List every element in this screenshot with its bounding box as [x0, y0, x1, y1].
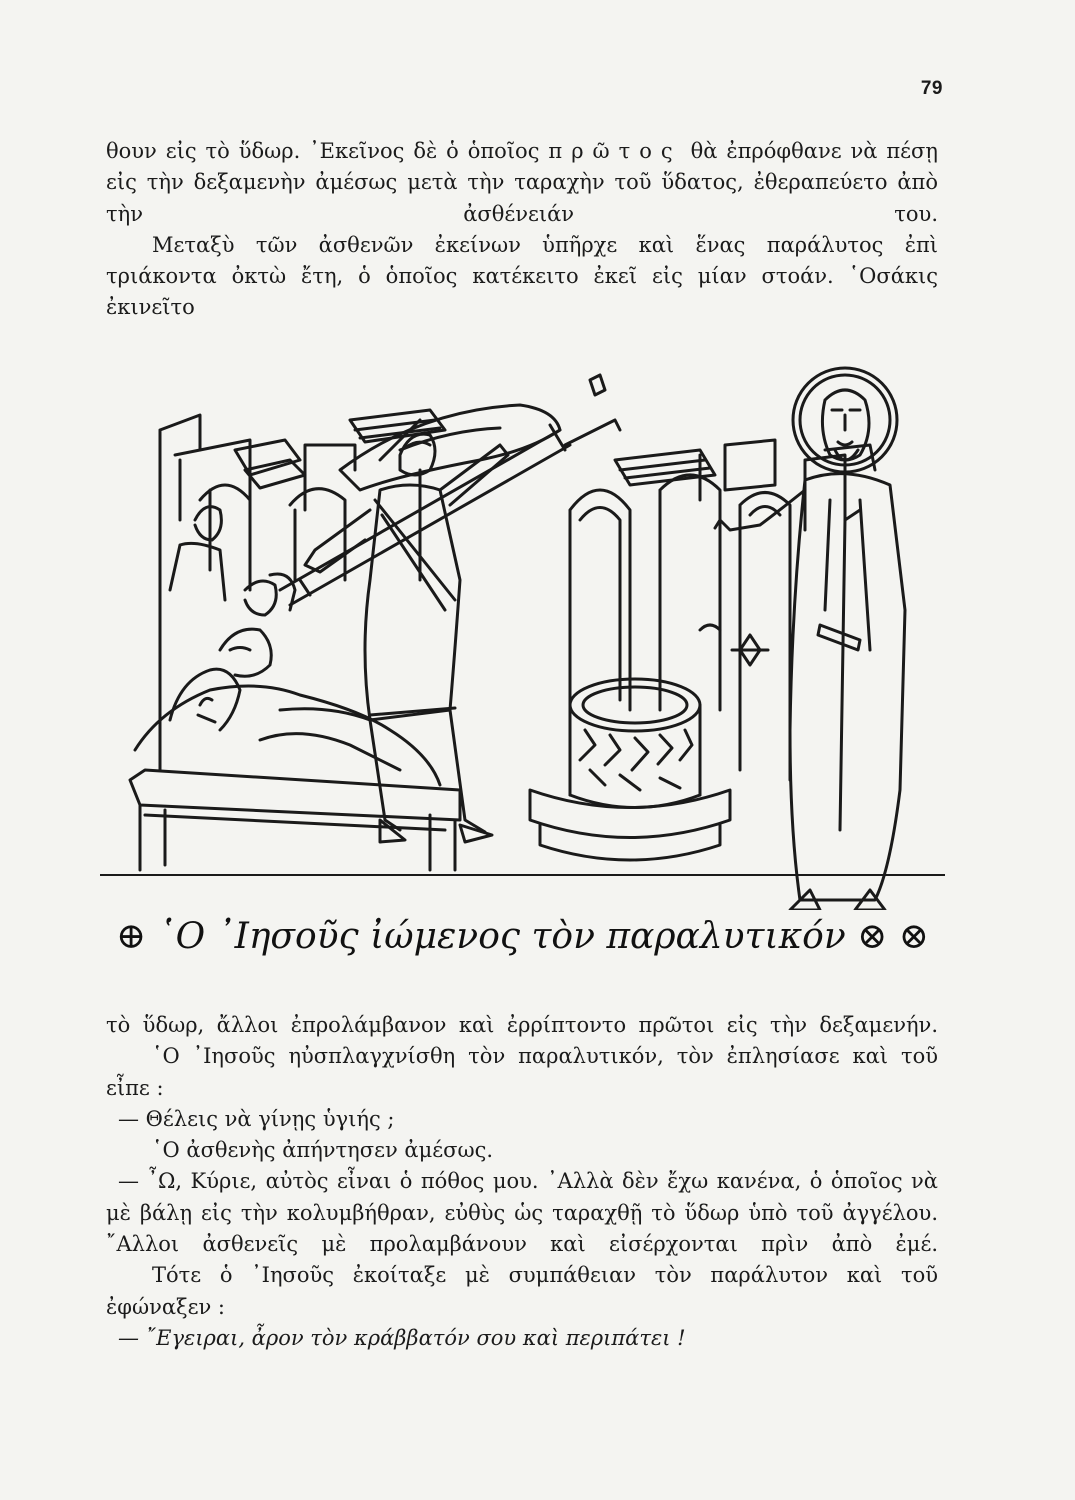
dialogue-line-2: — ῏Ω, Κύριε, αὐτὸς εἶναι ὁ πόθος μου. ᾿Αλλὰ δὲν ἔχω κανένα, ὁ ὁποῖος νὰ μὲ βάλῃ εἰς τὴν κολυμβήθραν, εὐθὺς ὡς ταραχθῇ τὸ ὕδωρ ὑπὸ τοῦ ἀγγέλου. ῎Αλλοι ἀσθενεῖς μὲ προλαμβάνουν καὶ εἰσέρχονται πρὶν ἀπὸ ἐμέ. [106, 1169, 938, 1257]
christ-figure [715, 368, 905, 910]
paragraph-1 [106, 136, 938, 230]
p1-rest: εἰς τὴν δεξαμενὴν ἀμέσως μετὰ τὴν ταραχὴν τοῦ ὕδατος, ἐθεραπεύετο ἀπὸ τὴν ἀσθένειάν του. [106, 170, 938, 226]
p1-line1-post: θὰ ἐπρόφθανε νὰ πέσῃ [690, 139, 938, 163]
background-buildings [160, 410, 875, 780]
p1-emphasized-word: πρῶτος [548, 139, 682, 163]
paragraph-4: ῾Ο ᾿Ιησοῦς ηὐσπλαγχνίσθη τὸν παραλυτικόν, τὸν ἐπλησίασε καὶ τοῦ εἶπε : [106, 1044, 938, 1100]
dialogue-line-1: — Θέλεις νὰ γίνῃς ὑγιής ; [118, 1106, 395, 1131]
paragraph-3: τὸ ὕδωρ, ἄλλοι ἐπρολάμβανον καὶ ἐρρίπτοντο πρῶτοι εἰς τὴν δεξαμενήν. [106, 1013, 938, 1037]
paragraph-6: Τότε ὁ ᾿Ιησοῦς ἐκοίταξε μὲ συμπάθειαν τὸν παράλυτον καὶ τοῦ ἐφώναξεν : [106, 1263, 938, 1319]
bottom-text-block [106, 1010, 938, 1354]
page-number: 79 [920, 78, 943, 99]
illustration-caption: ⊕ ῾Ο ᾿Ιησοῦς ἰώμενος τὸν παραλυτικόν ⊗ ⊗ [116, 916, 929, 957]
illustration-drawing [100, 350, 945, 910]
paragraph-5: ῾Ο ἀσθενὴς ἀπήντησεν ἀμέσως. [152, 1138, 494, 1163]
p1-line1-pre: θουν εἰς τὸ ὕδωρ. ᾿Εκεῖνος δὲ ὁ ὁποῖος [106, 139, 540, 163]
dialogue-line-3: — ῎Εγειραι, ἆρον τὸν κράββατόν σου καὶ περιπάτει ! [118, 1325, 686, 1350]
top-text-block [106, 136, 938, 324]
illustration [100, 350, 945, 990]
paragraph-2: Μεταξὺ τῶν ἀσθενῶν ἐκείνων ὑπῆρχε καὶ ἕνας παράλυτος ἐπὶ τριάκοντα ὀκτὼ ἔτη, ὁ ὁποῖος κατέκειτο ἐκεῖ εἰς μίαν στοάν. ῾Οσάκις ἐκινεῖτο [106, 232, 938, 320]
